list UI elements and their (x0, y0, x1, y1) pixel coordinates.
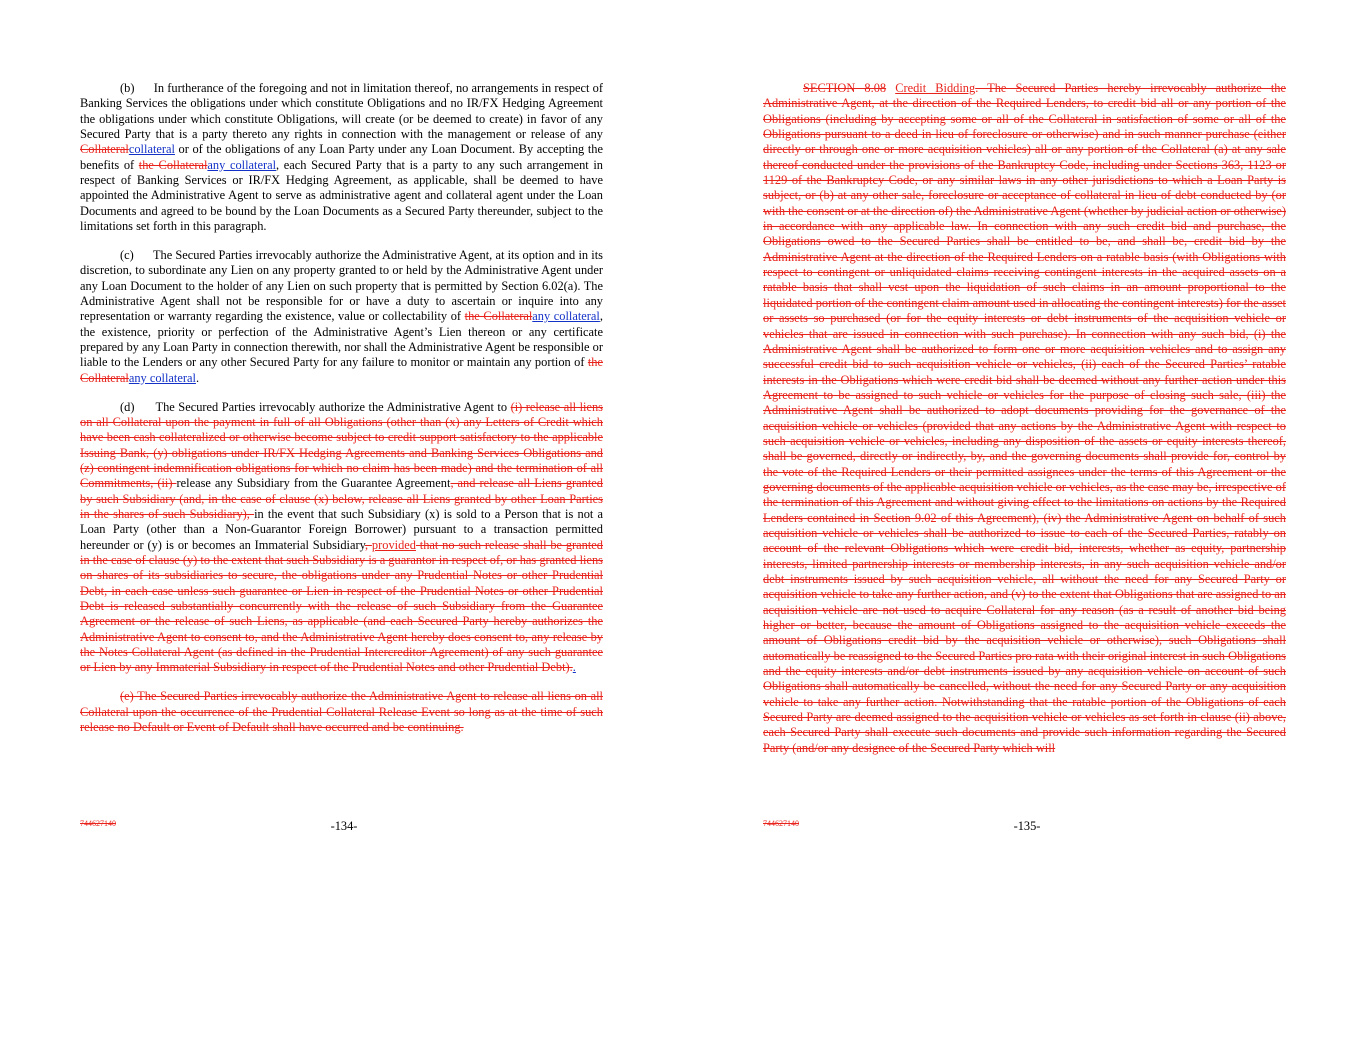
inserted-text: any collateral (207, 157, 277, 172)
section-title: Credit Bidding (895, 81, 976, 95)
text-run: (d) The Secured Parties irrevocably authorize the Administrative Agent to (120, 399, 511, 414)
text-run: or of the obligations of any Loan Party under any Loan Document. By accepting the benefits of (80, 142, 603, 172)
deleted-text: Collateral (80, 142, 129, 157)
page-number: -135- (1013, 819, 1041, 833)
deleted-text: the Collateral (464, 309, 533, 324)
paragraph-c (80, 248, 603, 386)
deleted-text: (i) release all liens on all Collateral upon the payment in full of all Obligations (other than (x) any Letters of Credit which have been cash collateralized or otherwise become subject to credit support satisfactory to the applicable Issuing Bank, (y) obligations under IR/FX Hedging Agreements and Banking Services Obligations and (z) contingent indemnification obligations for which no claim has been made) and the termination of all Commitments, (ii) (80, 399, 603, 491)
inserted-text: any collateral (532, 309, 600, 324)
page-134 (0, 0, 682, 1055)
deleted-text: , and release all Liens granted by such Subsidiary (and, in the case of clause (x) below, release all Liens granted by other Loan Parties in the shares of such Subsidiary), (80, 476, 604, 521)
document-id: 744627140 (80, 819, 116, 828)
deleted-text: the Collateral (138, 157, 208, 172)
document-id: 744627140 (763, 819, 799, 828)
text-run: in the event that such Subsidiary (x) is sold to a Person that is not a Loan Party (other than a Non-Guarantor Foreign Borrower) pursuant to a transaction permitted hereunder or (y) is or becomes an Immaterial Subsidiary (80, 506, 604, 552)
text-run: . (195, 370, 200, 385)
text-run: release any Subsidiary from the Guarantee Agreement (176, 476, 451, 491)
text-run: (b) In furtherance of the foregoing and not in limitation thereof, no arrangements in respect of Banking Services the obligations under which constitute Obligations and no IR/FX Hedging Agreement the obligations under which constitute Obligations, will create (or be deemed to create) in favor of any Secured Party that is a party thereto any rights in connection with the management or release of any (80, 81, 603, 142)
deleted-text: that no such release shall be granted in the case of clause (y) to the extent that such Subsidiary is a guarantor in respect of, or has granted liens on shares of its subsidiaries to secure, the obligations under any Prudential Notes or other Prudential Debt, in each case unless such guarantee or Lien in respect of the Prudential Notes or other Prudential Debt is released substantially concurrently with the release of such Subsidiary from the Guarantee Agreement or the release of such Liens, as applicable (and each Secured Party hereby authorizes the Administrative Agent to consent to, and the Administrative Agent hereby does consent to, any release by the Notes Collateral Agent (as defined in the Prudential Intercreditor Agreement) of any such guarantee or Lien by any Immaterial Subsidiary in respect of the Prudential Notes and other Prudential Debt). (80, 537, 603, 675)
section-number: SECTION 8.08 (803, 81, 887, 95)
inserted-text: any collateral (128, 370, 196, 385)
inserted-text: . (572, 660, 576, 675)
paragraph-e (80, 689, 603, 735)
section-8-08-paragraph (763, 81, 1286, 756)
page-body (763, 81, 1286, 770)
paragraph-b (80, 81, 603, 234)
inserted-text: collateral (128, 142, 175, 157)
deleted-text: . The Secured Parties hereby irrevocably authorize the Administrative Agent, at the direction of the Required Lenders, to credit bid all or any portion of the Obligations (including by accepting some or all of the Collateral in satisfaction of some or all of the Obligations pursuant to a deed in lieu of foreclosure or otherwise) and in such manner purchase (either directly or through one or more acquisition vehicles) all or any portion of the Collateral (a) at any sale thereof conducted under the provisions of the Bankruptcy Code, including under Sections 363, 1123 or 1129 of the Bankruptcy Code, or any similar laws in any other jurisdictions to which a Loan Party is subject, or (b) at any other sale, foreclosure or acceptance of collateral in lieu of debt conducted by (or with the consent or at the direction of) the Administrative Agent (whether by judicial action or otherwise) in accordance with any applicable law. In connection with any such credit bid and purchase, the Obligations owed to the Secured Parties shall be entitled to be, and shall be, credit bid by the Administrative Agent at the direction of the Required Lenders on a ratable basis (with Obligations with respect to contingent or unliquidated claims receiving contingent interests in the acquired assets on a ratable basis that shall vest upon the liquidation of such claims in an amount proportional to the liquidated portion of the contingent claim amount used in allocating the contingent interests) for the asset or assets so purchased (or for the equity interests or debt instruments of the acquisition vehicle or vehicles that are issued in connection with such purchase). In connection with any such bid, (i) the Administrative Agent shall be authorized to form one or more acquisition vehicles and to assign any successful credit bid to such acquisition vehicle or vehicles, (ii) each of the Secured Parties’ ratable interests in the Obligations which were credit bid shall be deemed without any further action under this Agreement to be assigned to such vehicle or vehicles for the purpose of closing such sale, (iii) the Administrative Agent shall be authorized to adopt documents providing for the governance of the acquisition vehicle or vehicles (provided that any actions by the Administrative Agent with respect to such acquisition vehicle or vehicles, including any disposition of the assets or equity interests thereof, shall be governed, directly or indirectly, by, and the governing documents shall provide for, control by the vote of the Required Lenders or their permitted assignees under the terms of this Agreement or the governing documents of the applicable acquisition vehicle or vehicles, as the case may be, irrespective of the termination of this Agreement and without giving effect to the limitations on actions by the Required Lenders contained in Section 9.02 of this Agreement), (iv) the Administrative Agent on behalf of such acquisition vehicle or vehicles shall be authorized to issue to each of the Secured Parties, ratably on account of the relevant Obligations which were credit bid, interests, whether as equity, partnership interests, limited partnership interests or membership interests, in any such acquisition vehicle and/or debt instruments issued by such acquisition vehicle, all without the need for any Secured Party or acquisition vehicle to take any further action, and (v) to the extent that Obligations that are assigned to an acquisition vehicle are not used to acquire Collateral for any reason (as a result of another bid being higher or better, because the amount of Obligations assigned to the acquisition vehicle exceeds the amount of Obligations credit bid by the acquisition vehicle or otherwise), such Obligations shall automatically be reassigned to the Secured Parties pro rata with their original interest in such Obligations and the equity interests and/or debt instruments issued by any acquisition vehicle on account of such Obligations shall automatically be cancelled, without the need for any Secured Party or any acquisition vehicle to take any further action. Notwithstanding that the ratable portion of the Obligations of each Secured Party are deemed assigned to the acquisition vehicle or vehicles as set forth in clause (ii) above, each Secured Party shall execute such documents and provide such information regarding the Secured Party (and/or any designee of the Secured Party which will (763, 81, 1286, 755)
deleted-text: the Collateral (80, 355, 603, 385)
deleted-text: , (365, 537, 372, 552)
text-run: (c) The Secured Parties irrevocably authorize the Administrative Agent, at its option and in its discretion, to subordinate any Lien on any property granted to or held by the Administrative Agent under any Loan Document to the holder of any Lien on such property that is permitted by Section 6.02(a). The Administrative Agent shall not be responsible for or have a duty to ascertain or inquire into any representation or warranty regarding the existence, value or collectability of (80, 247, 603, 324)
text-run: , the existence, priority or perfection of the Administrative Agent’s Lien thereon or any certificate prepared by any Loan Party in connection therewith, nor shall the Administrative Agent be responsible or liable to the Lenders or any other Secured Party for any failure to monitor or maintain any portion of (80, 309, 603, 370)
deleted-text: provided (371, 537, 416, 552)
page-number: -134- (330, 819, 358, 833)
page-135 (683, 0, 1365, 1055)
paragraph-d (80, 400, 603, 676)
page-body (80, 81, 603, 749)
deleted-text: (e) The Secured Parties irrevocably authorize the Administrative Agent to release all liens on all Collateral upon the occurrence of the Prudential Collateral Release Event so long as at the time of such release no Default or Event of Default shall have occurred and be continuing. (80, 689, 603, 734)
text-run: , each Secured Party that is a party to any such arrangement in respect of Banking Services or IR/FX Hedging Agreement, as applicable, shall be deemed to have appointed the Administrative Agent to serve as administrative agent and collateral agent under the Loan Documents and agreed to be bound by the Loan Documents as a Secured Party thereunder, subject to the limitations set forth in this paragraph. (80, 157, 603, 234)
